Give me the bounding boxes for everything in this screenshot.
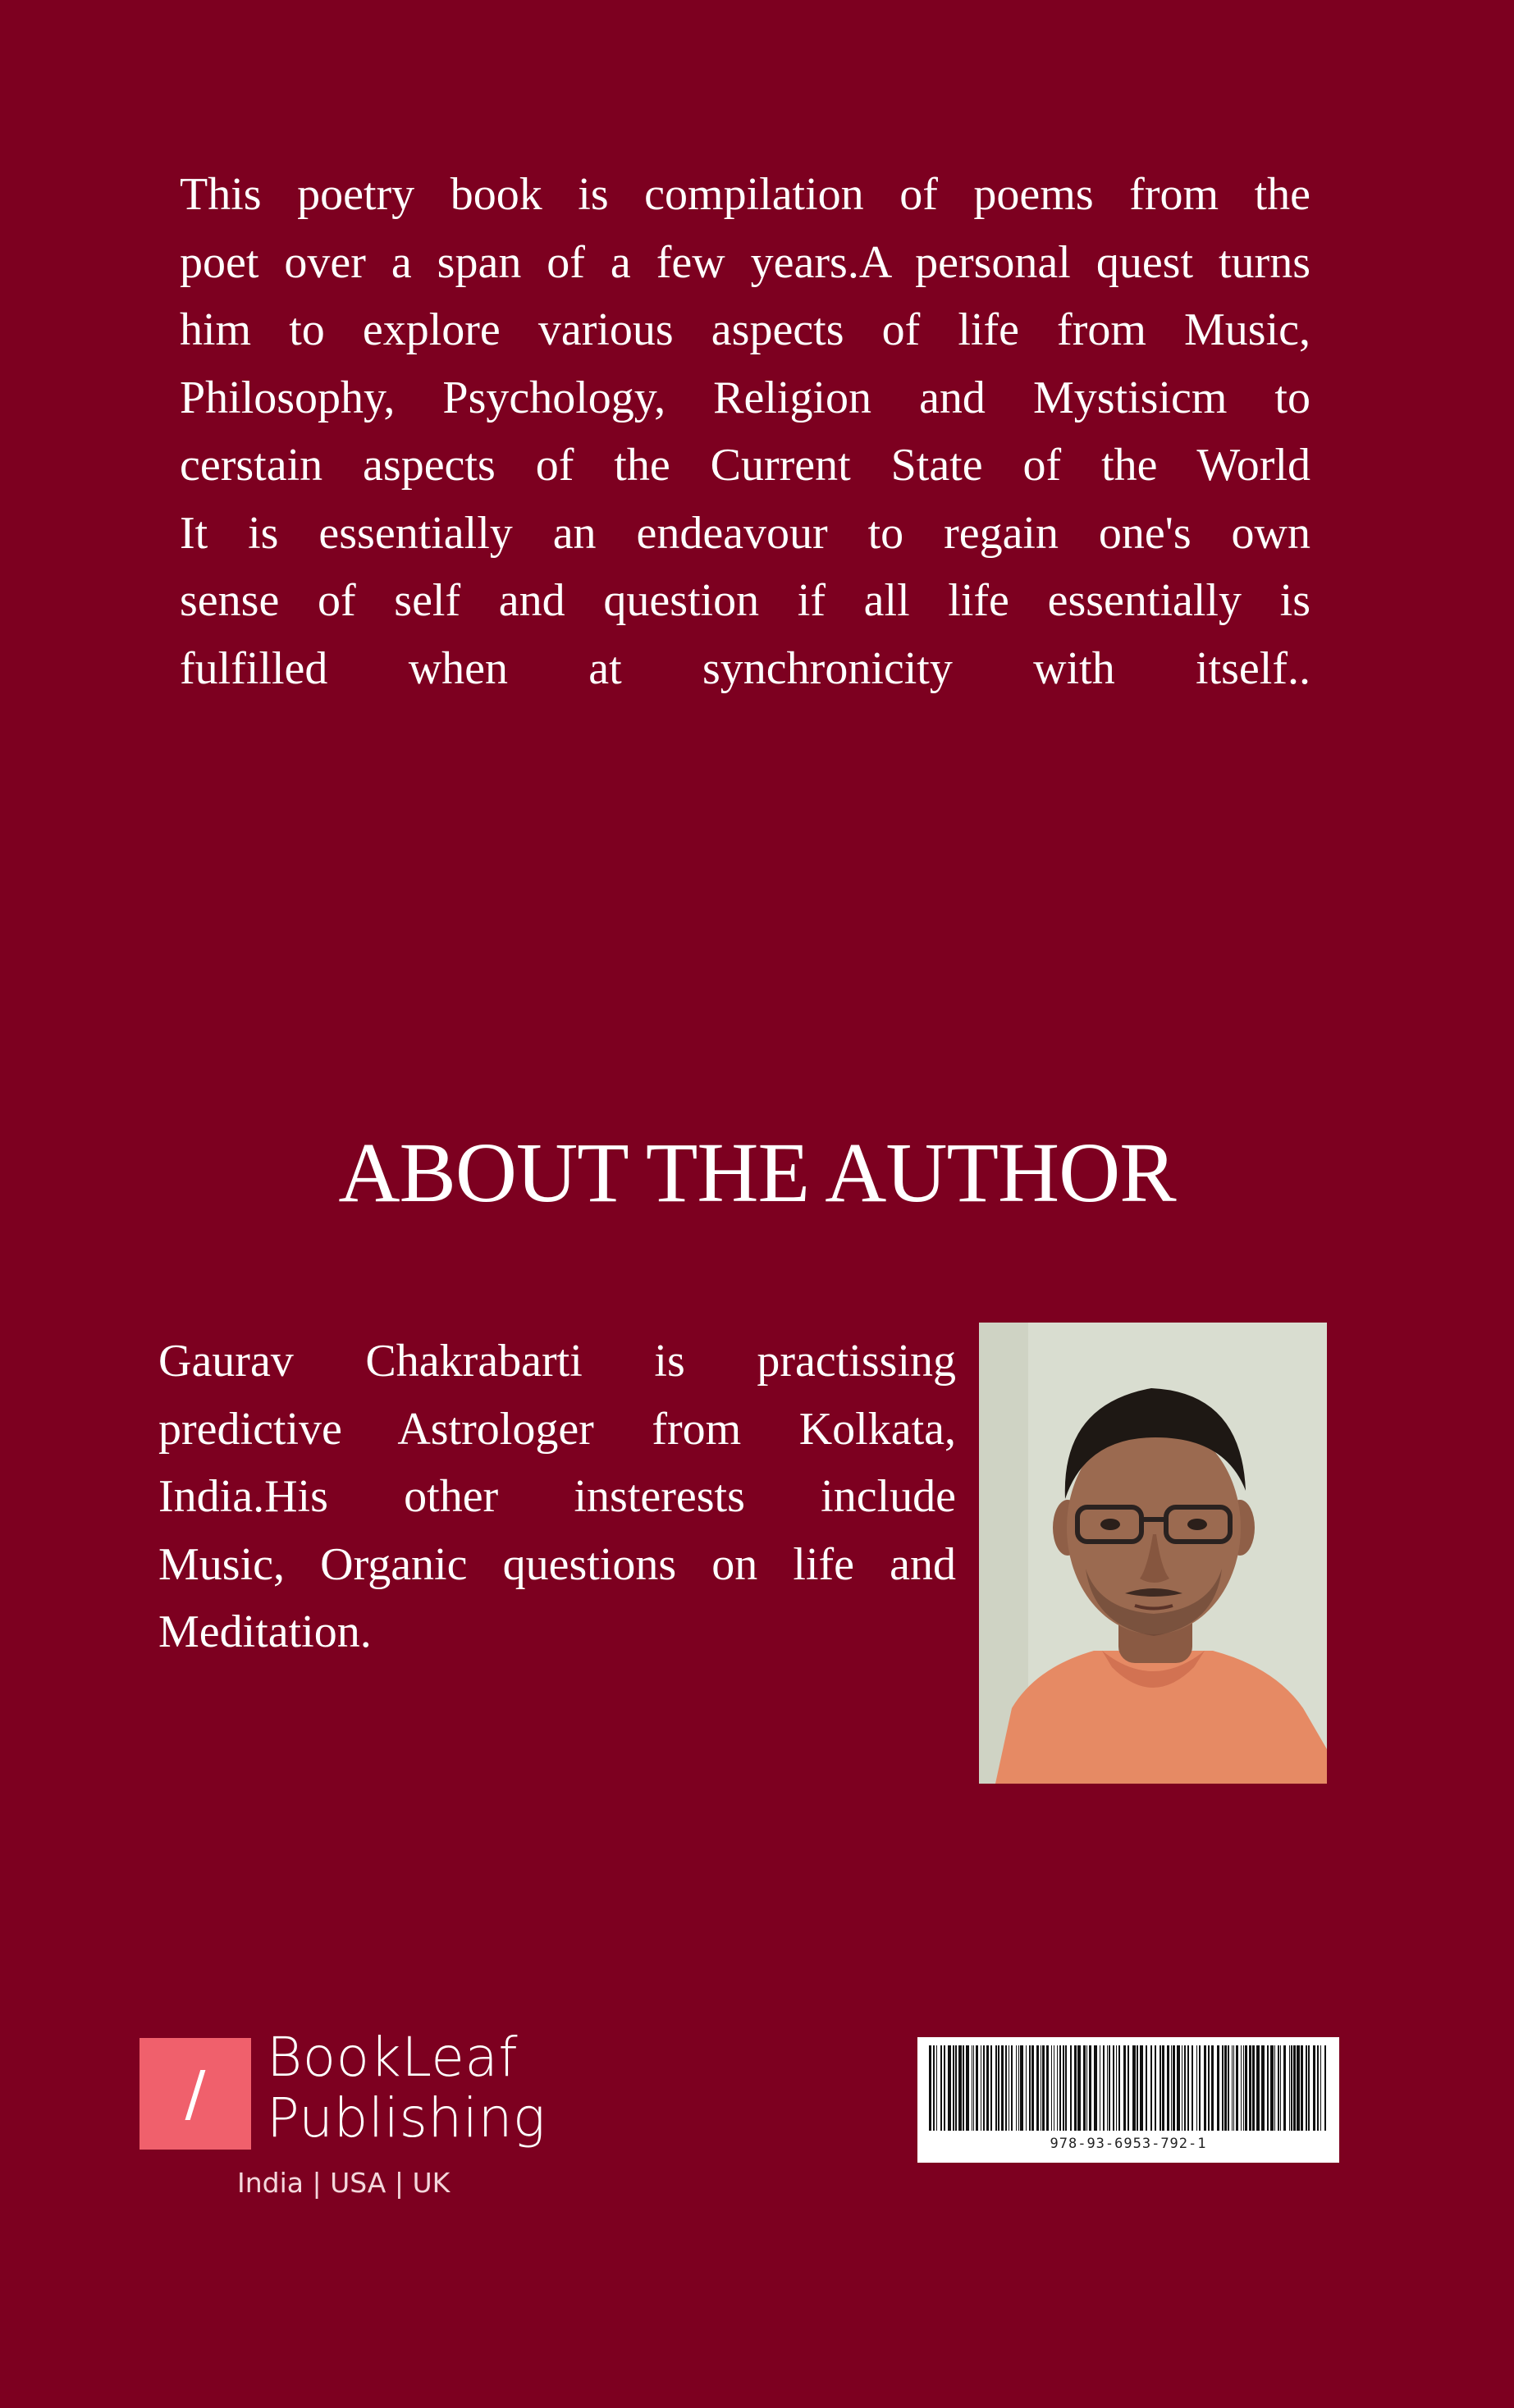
publisher-name-line2: Publishing — [267, 2086, 547, 2150]
barcode-bar — [1107, 2045, 1108, 2131]
barcode-bar — [1301, 2045, 1303, 2131]
barcode-bar — [1306, 2045, 1307, 2131]
bio-line: Meditation. — [158, 1606, 372, 1657]
barcode-bar — [1241, 2045, 1242, 2131]
author-portrait-illustration — [979, 1323, 1327, 1784]
barcode-bar — [1236, 2045, 1238, 2131]
barcode-bar — [1243, 2045, 1244, 2131]
barcode-bar — [1289, 2045, 1290, 2131]
barcode-bar — [983, 2045, 985, 2131]
barcode-bar — [1155, 2045, 1156, 2131]
barcode-bar — [1162, 2045, 1164, 2131]
barcode-bar — [1001, 2045, 1004, 2131]
barcode-bar — [1256, 2045, 1260, 2131]
blurb-line: This poetry book is compilation of poems from the — [180, 169, 1310, 220]
barcode-bar — [940, 2045, 942, 2131]
isbn-barcode — [917, 2037, 1339, 2163]
barcode-bar — [1132, 2045, 1136, 2131]
barcode-bar — [1109, 2045, 1110, 2131]
barcode-bar — [1051, 2045, 1052, 2131]
barcode-bar — [1267, 2045, 1269, 2131]
barcode-bar — [1297, 2045, 1300, 2131]
book-blurb — [180, 161, 1310, 702]
barcode-bar — [1059, 2045, 1061, 2131]
barcode-bar — [1228, 2045, 1229, 2131]
barcode-bar — [1171, 2045, 1172, 2131]
bio-line: predictive Astrologer from Kolkata, — [158, 1403, 956, 1455]
publisher-name-line1: BookLeaf — [267, 2026, 519, 2089]
barcode-bar — [1160, 2045, 1161, 2131]
barcode-bar — [933, 2045, 935, 2131]
barcode-bar — [1057, 2045, 1058, 2131]
barcode-bar — [1150, 2045, 1152, 2131]
barcode-bar — [1270, 2045, 1274, 2131]
barcode-bar — [1245, 2045, 1247, 2131]
barcode-bar — [1089, 2045, 1091, 2131]
barcode-bar — [1232, 2045, 1233, 2131]
barcode-bar — [1199, 2045, 1201, 2131]
barcode-bar — [976, 2045, 978, 2131]
barcode-bar — [1116, 2045, 1117, 2131]
barcode-bar — [1211, 2045, 1214, 2131]
barcode-bar — [990, 2045, 992, 2131]
barcode-bar — [1192, 2045, 1193, 2131]
barcode-bar — [1036, 2045, 1039, 2131]
barcode-bar — [1118, 2045, 1120, 2131]
blurb-line: him to explore various aspects of life from Music, — [180, 304, 1310, 355]
barcode-bar — [948, 2045, 951, 2131]
barcode-bar — [998, 2045, 999, 2131]
barcode-bar — [1261, 2045, 1265, 2131]
barcode-bar — [1140, 2045, 1143, 2131]
barcode-bar — [973, 2045, 974, 2131]
barcode-bar — [953, 2045, 954, 2131]
barcode-bar — [1293, 2045, 1296, 2131]
barcode-bar — [1187, 2045, 1189, 2131]
barcode-bar — [936, 2045, 937, 2131]
barcode-bar — [1249, 2045, 1251, 2131]
publisher-name — [267, 2027, 546, 2149]
barcode-bar — [1042, 2045, 1045, 2131]
barcode-bar — [1274, 2045, 1275, 2131]
barcode-bar — [1313, 2045, 1315, 2131]
blurb-line: fulfilled when at synchronicity with itself.. — [180, 642, 1310, 694]
barcode-bar — [955, 2045, 957, 2131]
barcode-bar — [1308, 2045, 1310, 2131]
barcode-bar — [1094, 2045, 1097, 2131]
barcode-bar — [1137, 2045, 1138, 2131]
barcode-bar — [1196, 2045, 1197, 2131]
barcode-bar — [1011, 2045, 1013, 2131]
barcode-bar — [1029, 2045, 1031, 2131]
barcode-bar — [1184, 2045, 1186, 2131]
blurb-line: poet over a span of a few years.A personal quest turns — [180, 236, 1310, 288]
bookleaf-logo-mark — [140, 2038, 251, 2150]
barcode-bar — [1026, 2045, 1027, 2131]
barcode-bar — [1074, 2045, 1077, 2131]
barcode-bar — [1065, 2045, 1067, 2131]
barcode-bar — [1018, 2045, 1019, 2131]
barcode-bar — [1222, 2045, 1224, 2131]
barcode-bar — [995, 2045, 997, 2131]
barcode-bar — [1283, 2045, 1286, 2131]
bio-line: Music, Organic questions on life and — [158, 1538, 956, 1590]
bio-line: Gaurav Chakrabarti is practissing — [158, 1336, 956, 1387]
barcode-bar — [958, 2045, 962, 2131]
barcode-bar — [1031, 2045, 1034, 2131]
barcode-bar — [1123, 2045, 1126, 2131]
barcode-bar — [1083, 2045, 1086, 2131]
isbn-number: 978-93-6953-792-1 — [1050, 2136, 1207, 2152]
barcode-bar — [1204, 2045, 1206, 2131]
author-photo — [979, 1323, 1327, 1784]
barcode-bar — [1278, 2045, 1279, 2131]
barcode-bar — [1127, 2045, 1129, 2131]
barcode-bar — [1233, 2045, 1234, 2131]
blurb-line: It is essentially an endeavour to regain one's own — [180, 507, 1310, 559]
barcode-bar — [1146, 2045, 1147, 2131]
barcode-bar — [986, 2045, 989, 2131]
barcode-bar — [1063, 2045, 1064, 2131]
barcode-bar — [1317, 2045, 1319, 2131]
blurb-line: Philosophy, Psychology, Religion and Mystisicm to — [180, 372, 1310, 423]
barcode-bar — [1217, 2045, 1219, 2131]
barcode-bar — [1324, 2045, 1326, 2131]
barcode-bar — [1280, 2045, 1281, 2131]
barcode-bar — [1173, 2045, 1175, 2131]
barcode-bar — [1167, 2045, 1169, 2131]
barcode-bar — [1291, 2045, 1292, 2131]
barcode-bar — [1113, 2045, 1114, 2131]
barcode-bar — [1320, 2045, 1321, 2131]
blurb-line: cerstain aspects of the Current State of the World — [180, 440, 1310, 491]
barcode-bar — [944, 2045, 945, 2131]
barcode-bar — [1103, 2045, 1105, 2131]
barcode-bar — [1208, 2045, 1210, 2131]
barcode-bar — [963, 2045, 964, 2131]
barcode-bar — [1005, 2045, 1007, 2131]
barcode-bar — [929, 2045, 931, 2131]
barcode-bar — [966, 2045, 969, 2131]
barcode-bar — [1086, 2045, 1087, 2131]
barcode-icon — [917, 2037, 1339, 2136]
barcode-bar — [1077, 2045, 1081, 2131]
publisher-regions: India | USA | UK — [237, 2167, 451, 2199]
barcode-bar — [1070, 2045, 1072, 2131]
slash-icon: / — [185, 2058, 206, 2129]
about-author-heading: ABOUT THE AUTHOR — [338, 1126, 1176, 1220]
barcode-bar — [1177, 2045, 1180, 2131]
barcode-bar — [1046, 2045, 1049, 2131]
barcode-bar — [1252, 2045, 1255, 2131]
blurb-line: sense of self and question if all life essentially is — [180, 575, 1310, 626]
author-bio — [158, 1327, 956, 1666]
bio-line: India.His other insterests include — [158, 1471, 956, 1522]
barcode-bar — [1224, 2045, 1227, 2131]
barcode-bar — [1016, 2045, 1017, 2131]
barcode-bar — [1020, 2045, 1023, 2131]
